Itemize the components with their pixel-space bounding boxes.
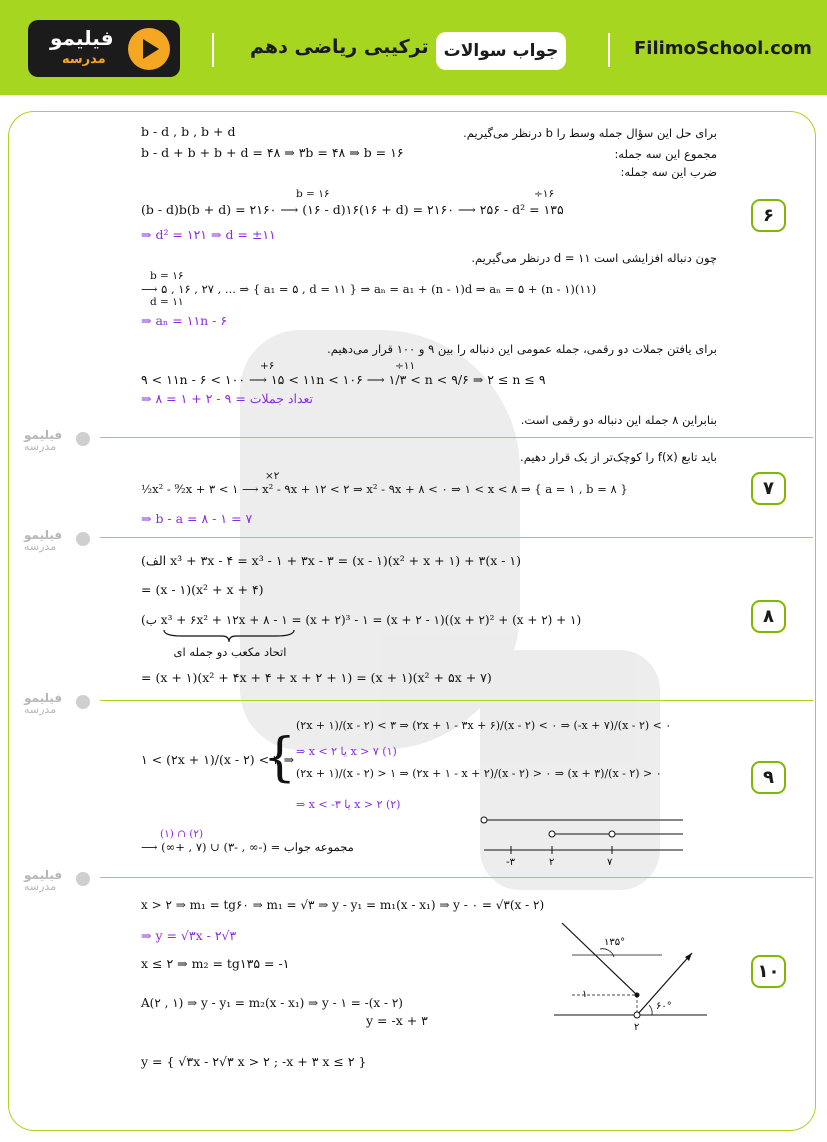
arrow-label: ÷۱۶ xyxy=(534,188,555,200)
math-line: ⟶ ۵ , ۱۶ , ۲۷ , ... ⇒ { a₁ = ۵ , d = ۱۱ } ⇒ aₙ = a₁ + (n - ۱)d ⇒ aₙ = ۵ + (n - ۱)(۱۱) xyxy=(141,282,597,296)
answers-badge: جواب سوالات xyxy=(436,32,566,70)
arrow-label: +۶ xyxy=(260,360,275,372)
math-line: ⇒ d² = ۱۲۱ ⇒ d = ±۱۱ xyxy=(141,227,276,242)
underbrace xyxy=(162,628,297,644)
math-line: ۱ < (۲x + ۱)/(x - ۲) < ۳ ⇒ xyxy=(141,752,295,767)
question-number: ۷ xyxy=(751,472,786,505)
number-line xyxy=(478,812,688,868)
side-watermark: فیلیمو مدرسه xyxy=(24,870,62,892)
page-title: ترکیبی ریاضی دهم xyxy=(250,36,429,58)
page-header xyxy=(0,0,827,95)
question-divider xyxy=(100,700,813,701)
side-watermark: فیلیمو مدرسه xyxy=(24,430,62,452)
math-line: ⇒ b - a = ۸ - ۱ = ۷ xyxy=(141,511,253,526)
tick-label: ۷ xyxy=(607,857,613,868)
arrow-label: (۱) ∩ (۲) xyxy=(160,828,204,840)
logo-line1: فیلیمو xyxy=(50,26,114,50)
angle-label: ۶۰° xyxy=(656,1001,672,1012)
arrow-label: ×۲ xyxy=(265,470,280,482)
solution-text: برای یافتن جملات دو رقمی، جمله عمومی این دنباله را بین ۹ و ۱۰۰ قرار می‌دهیم. xyxy=(327,342,717,356)
math-line: b - d + b + b + d = ۴۸ ⇒ ۳b = ۴۸ ⇒ b = ۱۶ xyxy=(141,145,404,160)
tick-label: ۲ xyxy=(549,857,555,868)
math-line: ⇒ x < ۲ یا x > ۷ (۱) xyxy=(296,745,397,758)
solution-text: برای حل این سؤال جمله وسط را b درنظر می‌گیریم. xyxy=(463,126,717,140)
system-brace: { xyxy=(263,728,297,788)
solution-text: چون دنباله افزایشی است ۱۱ = d درنظر می‌گیریم. xyxy=(471,251,717,265)
solution-text: بنابراین ۸ جمله این دنباله دو رقمی است. xyxy=(520,413,717,427)
side-watermark: فیلیمو مدرسه xyxy=(24,530,62,552)
question-number: ۶ xyxy=(751,199,786,232)
math-line: x ≤ ۲ ⇒ m₂ = tg۱۳۵ = -۱ xyxy=(141,956,290,971)
math-line: y = { √۳x - ۲√۳ x > ۲ ; -x + ۳ x ≤ ۲ } xyxy=(141,1054,367,1069)
math-line: (b - d)b(b + d) = ۲۱۶۰ ⟶ (۱۶ - d)۱۶(۱۶ + d) = ۲۱۶۰ ⟶ ۲۵۶ - d² = ۱۳۵ xyxy=(141,202,564,217)
side-watermark: فیلیمو مدرسه xyxy=(24,693,62,715)
math-line: ⇒ y = √۳x - ۲√۳ xyxy=(141,928,237,943)
math-line: = (x + ۱)(x² + ۴x + ۴ + x + ۲ + ۱) = (x + ۱)(x² + ۵x + ۷) xyxy=(141,670,492,685)
math-line: b - d , b , b + d xyxy=(141,124,236,139)
math-line: (ب x³ + ۶x² + ۱۲x + ۸ - ۱ = (x + ۲)³ - ۱ = (x + ۲ - ۱)((x + ۲)² + (x + ۲) + ۱) xyxy=(141,613,582,627)
site-link[interactable]: FilimoSchool.com xyxy=(634,38,812,59)
question-divider xyxy=(100,537,813,538)
tick-label: ۲ xyxy=(634,1022,640,1033)
arrow-label: b = ۱۶ xyxy=(296,188,330,200)
solution-text: ضرب این سه جمله: xyxy=(620,165,717,179)
math-line: ۹ < ۱۱n - ۶ < ۱۰۰ ⟶ ۱۵ < ۱۱n < ۱۰۶ ⟶ ۱/۳ < n < ۹/۶ ⇒ ۲ ≤ n ≤ ۹ xyxy=(141,372,546,387)
question-number: ۹ xyxy=(751,761,786,794)
angle-label: ۱۳۵° xyxy=(604,937,626,948)
header-separator xyxy=(608,33,610,67)
filimo-madrese-logo[interactable] xyxy=(28,20,180,77)
math-line: ⟶ مجموعه جواب = (-∞ , -۳) ∪ (۷ , +∞) xyxy=(141,840,354,854)
question-divider xyxy=(100,437,813,438)
logo-line2: مدرسه xyxy=(62,52,106,67)
question-number: ۱۰ xyxy=(751,955,786,988)
brace-note: اتحاد مکعب دو جمله ای xyxy=(173,645,287,659)
question-divider xyxy=(100,877,813,878)
math-line: (الف x³ + ۳x - ۴ = x³ - ۱ + ۳x - ۳ = (x - ۱)(x² + x + ۱) + ۳(x - ۱) xyxy=(141,553,522,568)
play-icon xyxy=(128,28,170,70)
math-line: (۲x + ۱)/(x - ۲) < ۳ ⇒ (۲x + ۱ - ۳x + ۶)/(x - ۲) < ۰ ⇒ (-x + ۷)/(x - ۲) < ۰ xyxy=(296,719,672,732)
math-line: x > ۲ ⇒ m₁ = tg۶۰ ⇒ m₁ = √۳ ⇒ y - y₁ = m₁(x - x₁) ⇒ y - ۰ = √۳(x - ۲) xyxy=(141,898,545,912)
math-line: = (x - ۱)(x² + x + ۴) xyxy=(141,582,264,597)
arrow-label: ÷۱۱ xyxy=(395,360,416,372)
question-number: ۸ xyxy=(751,600,786,633)
math-line: ⇒ aₙ = ۱۱n - ۶ xyxy=(141,313,228,328)
math-line: ½x² - ⁹⁄₂x + ۳ < ۱ ⟶ x² - ۹x + ۱۲ < ۲ ⇒ x² - ۹x + ۸ < ۰ ⇒ ۱ < x < ۸ ⇒ { a = ۱ , b = ۸ } xyxy=(141,482,628,496)
tick-label: -۳ xyxy=(506,857,515,868)
solution-text: مجموع این سه جمله: xyxy=(614,147,717,161)
math-line: ⇒ x < -۳ یا x > ۲ (۲) xyxy=(296,798,401,811)
tick-label: ۱ xyxy=(582,989,588,1000)
solution-text: باید تابع f(x) را کوچک‌تر از یک قرار دهیم. xyxy=(520,450,717,464)
piecewise-graph xyxy=(552,905,712,1035)
math-line: ⇒ تعداد جملات = ۹ - ۲ + ۱ = ۸ xyxy=(141,391,314,406)
arrow-label: d = ۱۱ xyxy=(150,296,184,308)
header-separator xyxy=(212,33,214,67)
math-line: A(۲ , ۱) ⇒ y - y₁ = m₂(x - x₁) ⇒ y - ۱ = -(x - ۲) xyxy=(141,996,403,1010)
math-line: y = -x + ۳ xyxy=(366,1013,428,1028)
arrow-label: b = ۱۶ xyxy=(150,270,184,282)
math-line: (۲x + ۱)/(x - ۲) > ۱ ⇒ (۲x + ۱ - x + ۲)/(x - ۲) > ۰ ⇒ (x + ۳)/(x - ۲) > ۰ xyxy=(296,767,662,780)
